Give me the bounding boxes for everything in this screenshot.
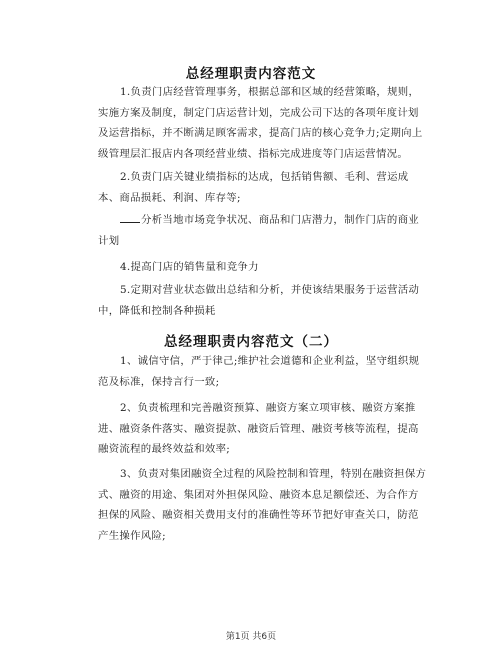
paragraph-line: 式、融资的用途、集团对外担保风险、融资本息足额偿还、为合作方 xyxy=(98,488,419,501)
paragraph-line: 本、商品损耗、利润、库存等; xyxy=(98,191,241,204)
paragraph-3 xyxy=(98,210,428,251)
paragraph-line-with-blank xyxy=(98,210,428,231)
paragraph-line: 范及标准，保持言行一致; xyxy=(98,375,220,388)
paragraph-line-text: 分析当地市场竞争状况、商品和门店潜力，制作门店的商业 xyxy=(141,214,419,226)
paragraph-line: 级管理层汇报店内各项经营业绩、指标完成进度等门店运营情况。 xyxy=(98,147,409,160)
paragraph-line: 1.负责门店经营管理事务，根据总部和区域的经营策略，规则， xyxy=(120,86,420,98)
paragraph-line: 4.提高门店的销售量和竞争力 xyxy=(120,261,259,273)
paragraph-6 xyxy=(98,351,428,392)
paragraph-line: 融资流程的最终效益和效率; xyxy=(98,443,231,456)
paragraph-7 xyxy=(98,398,428,460)
paragraph-line: 进、融资条件落实、融资提款、融资后管理、融资考核等流程，提高 xyxy=(98,422,419,435)
paragraph-line: 5.定期对营业状态做出总结和分析，并使该结果服务于运营活动 xyxy=(120,284,420,296)
paragraph-line: 3、负责对集团融资全过程的风险控制和管理，特别在融资担保方 xyxy=(120,468,427,480)
paragraph-4 xyxy=(98,257,428,278)
paragraph-2 xyxy=(98,167,428,208)
paragraph-line: 1、诚信守信，严于律己;维护社会道德和企业利益，坚守组织规 xyxy=(120,355,420,367)
section-title: 总经理职责内容范文（二） xyxy=(164,334,338,350)
paragraph-line: 2、负责梳理和完善融资预算、融资方案立项审核、融资方案推 xyxy=(120,402,416,414)
paragraph-8 xyxy=(98,464,428,546)
paragraph-line: 中，降低和控制各种损耗 xyxy=(98,304,216,317)
paragraph-line: 产生操作风险; xyxy=(98,529,166,542)
paragraph-line: 担保的风险、融资相关费用支付的准确性等环节把好审查关口，防范 xyxy=(98,509,419,522)
paragraph-line: 2.负责门店关键业绩指标的达成，包括销售额、毛利、营运成 xyxy=(120,171,409,183)
paragraph-line: 实施方案及制度，制定门店运营计划，完成公司下达的各项年度计划 xyxy=(98,106,419,119)
page-footer: 第1页 共6页 xyxy=(225,632,277,642)
document-title: 总经理职责内容范文 xyxy=(185,66,317,82)
paragraph-line: 计划 xyxy=(98,234,120,247)
paragraph-5 xyxy=(98,280,428,321)
paragraph-1 xyxy=(98,82,428,164)
paragraph-line: 及运营指标，并不断满足顾客需求，提高门店的核心竞争力;定期向上 xyxy=(98,127,423,140)
fill-in-blank xyxy=(120,211,140,223)
